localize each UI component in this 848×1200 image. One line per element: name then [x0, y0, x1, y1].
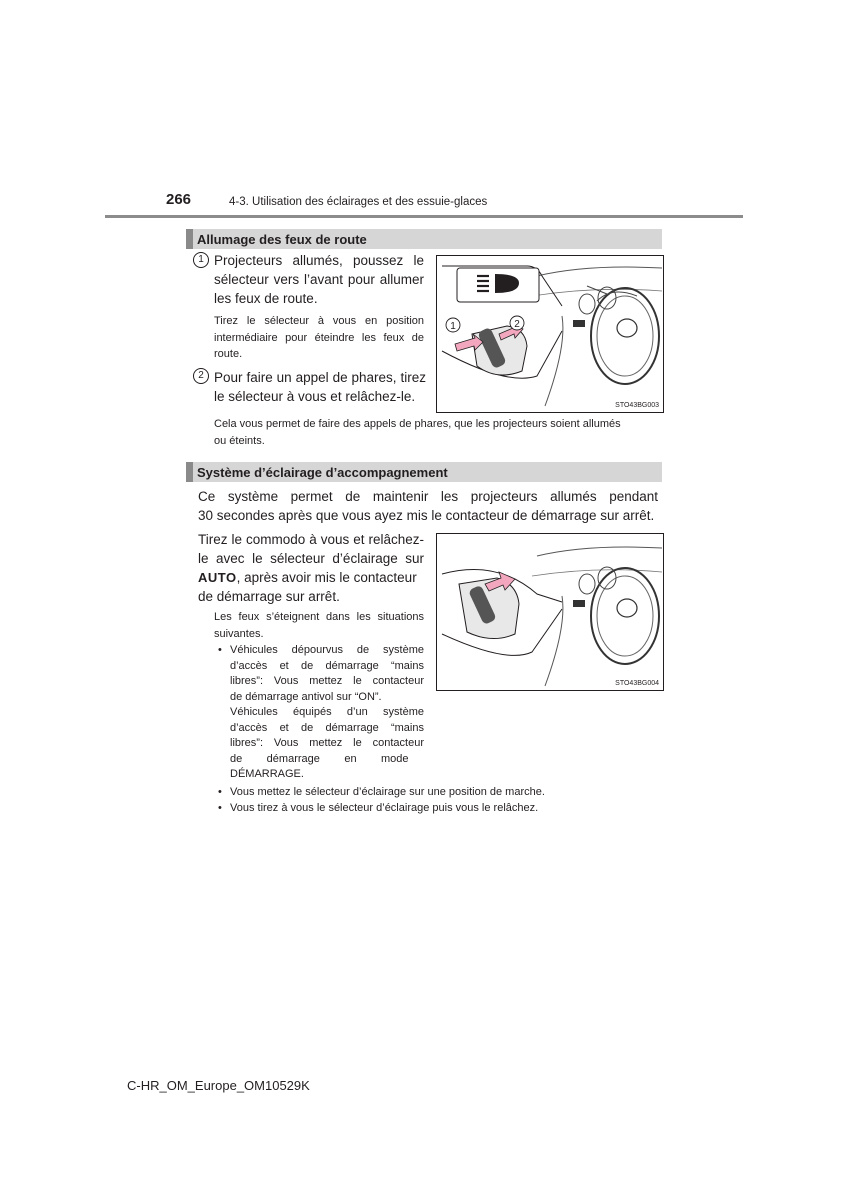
figure-code: STO43BG004 [615, 680, 659, 687]
step-number-2: 2 [193, 368, 209, 384]
section-heading-label: Allumage des feux de route [197, 232, 367, 247]
step-1-line-1: Projecteurs allumés, poussez le [214, 253, 424, 268]
section-heading-label: Système d’éclairage d’accompagnement [197, 465, 448, 480]
step-1-note-line-2: intermédiaire pour éteindre les feux de [214, 331, 424, 344]
b1-line-3: libres”: Vous mettez le contacteur [230, 675, 424, 687]
step-2-line-2: le sélecteur à vous et relâchez-le. [214, 389, 416, 404]
figure-code: STO43BG003 [615, 402, 659, 409]
header-rule [105, 215, 743, 218]
b1-line-1: Véhicules dépourvus de système [230, 644, 424, 656]
bullet-3 [218, 801, 658, 817]
step-1-note-line-3: route. [214, 348, 243, 360]
step-number-1: 1 [193, 252, 209, 268]
off-intro-line-2: suivantes. [214, 627, 264, 640]
lever-illustration-2 [437, 534, 663, 690]
b1-line-6: d’accès et de démarrage “mains [230, 721, 424, 734]
follow-me-instructions [198, 530, 424, 606]
section-heading-high-beam [186, 229, 662, 249]
intro-line-2: 30 secondes après que vous ayez mis le contacteur de démarrage sur arrêt. [198, 508, 655, 523]
b1-line-5: Véhicules équipés d’un système [230, 706, 424, 718]
callout-1-label: 1 [450, 321, 456, 332]
instr-line-4: de démarrage sur arrêt. [198, 589, 340, 604]
instr-line-1: Tirez le commodo à vous et relâchez- [198, 532, 424, 547]
auto-symbol: AUTO [198, 570, 237, 585]
bullet-dot: • [218, 802, 222, 814]
b1-line-9: DÉMARRAGE. [230, 768, 304, 780]
callout-2-label: 2 [514, 319, 520, 330]
step-2-line-1: Pour faire un appel de phares, tirez [214, 370, 426, 385]
figure-follow-me-lever [436, 533, 664, 691]
heading-bar [186, 462, 193, 482]
step-1-note-line-1: Tirez le sélecteur à vous en position [214, 315, 424, 327]
step-1-note [214, 313, 424, 363]
page-number: 266 [166, 191, 192, 208]
step-1-line-2: sélecteur vers l’avant pour allumer [214, 272, 424, 287]
lever-illustration [437, 256, 663, 412]
document-code: C-HR_OM_Europe_OM10529K [127, 1078, 310, 1093]
step-1-line-3: les feux de route. [214, 291, 318, 306]
off-intro-line-1: Les feux s’éteignent dans les situations [214, 611, 424, 623]
section-heading-follow-me [186, 462, 662, 482]
b1-line-4: de démarrage antivol sur “ON”. [230, 690, 382, 703]
bullet-3-text: Vous tirez à vous le sélecteur d’éclairage puis vous le relâchez. [230, 802, 539, 814]
bullet-dot: • [218, 644, 222, 656]
bullet-dot: • [218, 786, 222, 798]
step-2-text [214, 368, 426, 406]
follow-me-intro [198, 487, 658, 525]
heading-bar [186, 229, 193, 249]
instr-line-2: le avec le sélecteur d’éclairage sur [198, 551, 424, 566]
step-1-text [214, 251, 424, 308]
b1-line-8: de démarrage en mode [230, 752, 409, 765]
figure-high-beam-lever [436, 255, 664, 413]
bullet-2-text: Vous mettez le sélecteur d’éclairage sur une position de marche. [230, 786, 545, 798]
flash-note [214, 416, 662, 449]
off-intro [214, 609, 424, 642]
bullet-1 [218, 643, 424, 788]
instr-line-3-text: , après avoir mis le contacteur [236, 570, 417, 585]
intro-line-1: Ce système permet de maintenir les projecteurs allumés pendant [198, 489, 658, 504]
bullet-1-text [230, 643, 424, 783]
chapter-title: 4-3. Utilisation des éclairages et des essuie-glaces [229, 196, 488, 208]
flash-note-line-2: ou éteints. [214, 434, 265, 447]
b1-line-2: d’accès et de démarrage “mains [230, 659, 424, 672]
bullet-2 [218, 785, 658, 801]
flash-note-line-1: Cela vous permet de faire des appels de phares, que les projecteurs soient allumés [214, 418, 621, 430]
instr-line-3 [198, 568, 424, 587]
b1-line-7: libres”: Vous mettez le contacteur [230, 737, 424, 749]
